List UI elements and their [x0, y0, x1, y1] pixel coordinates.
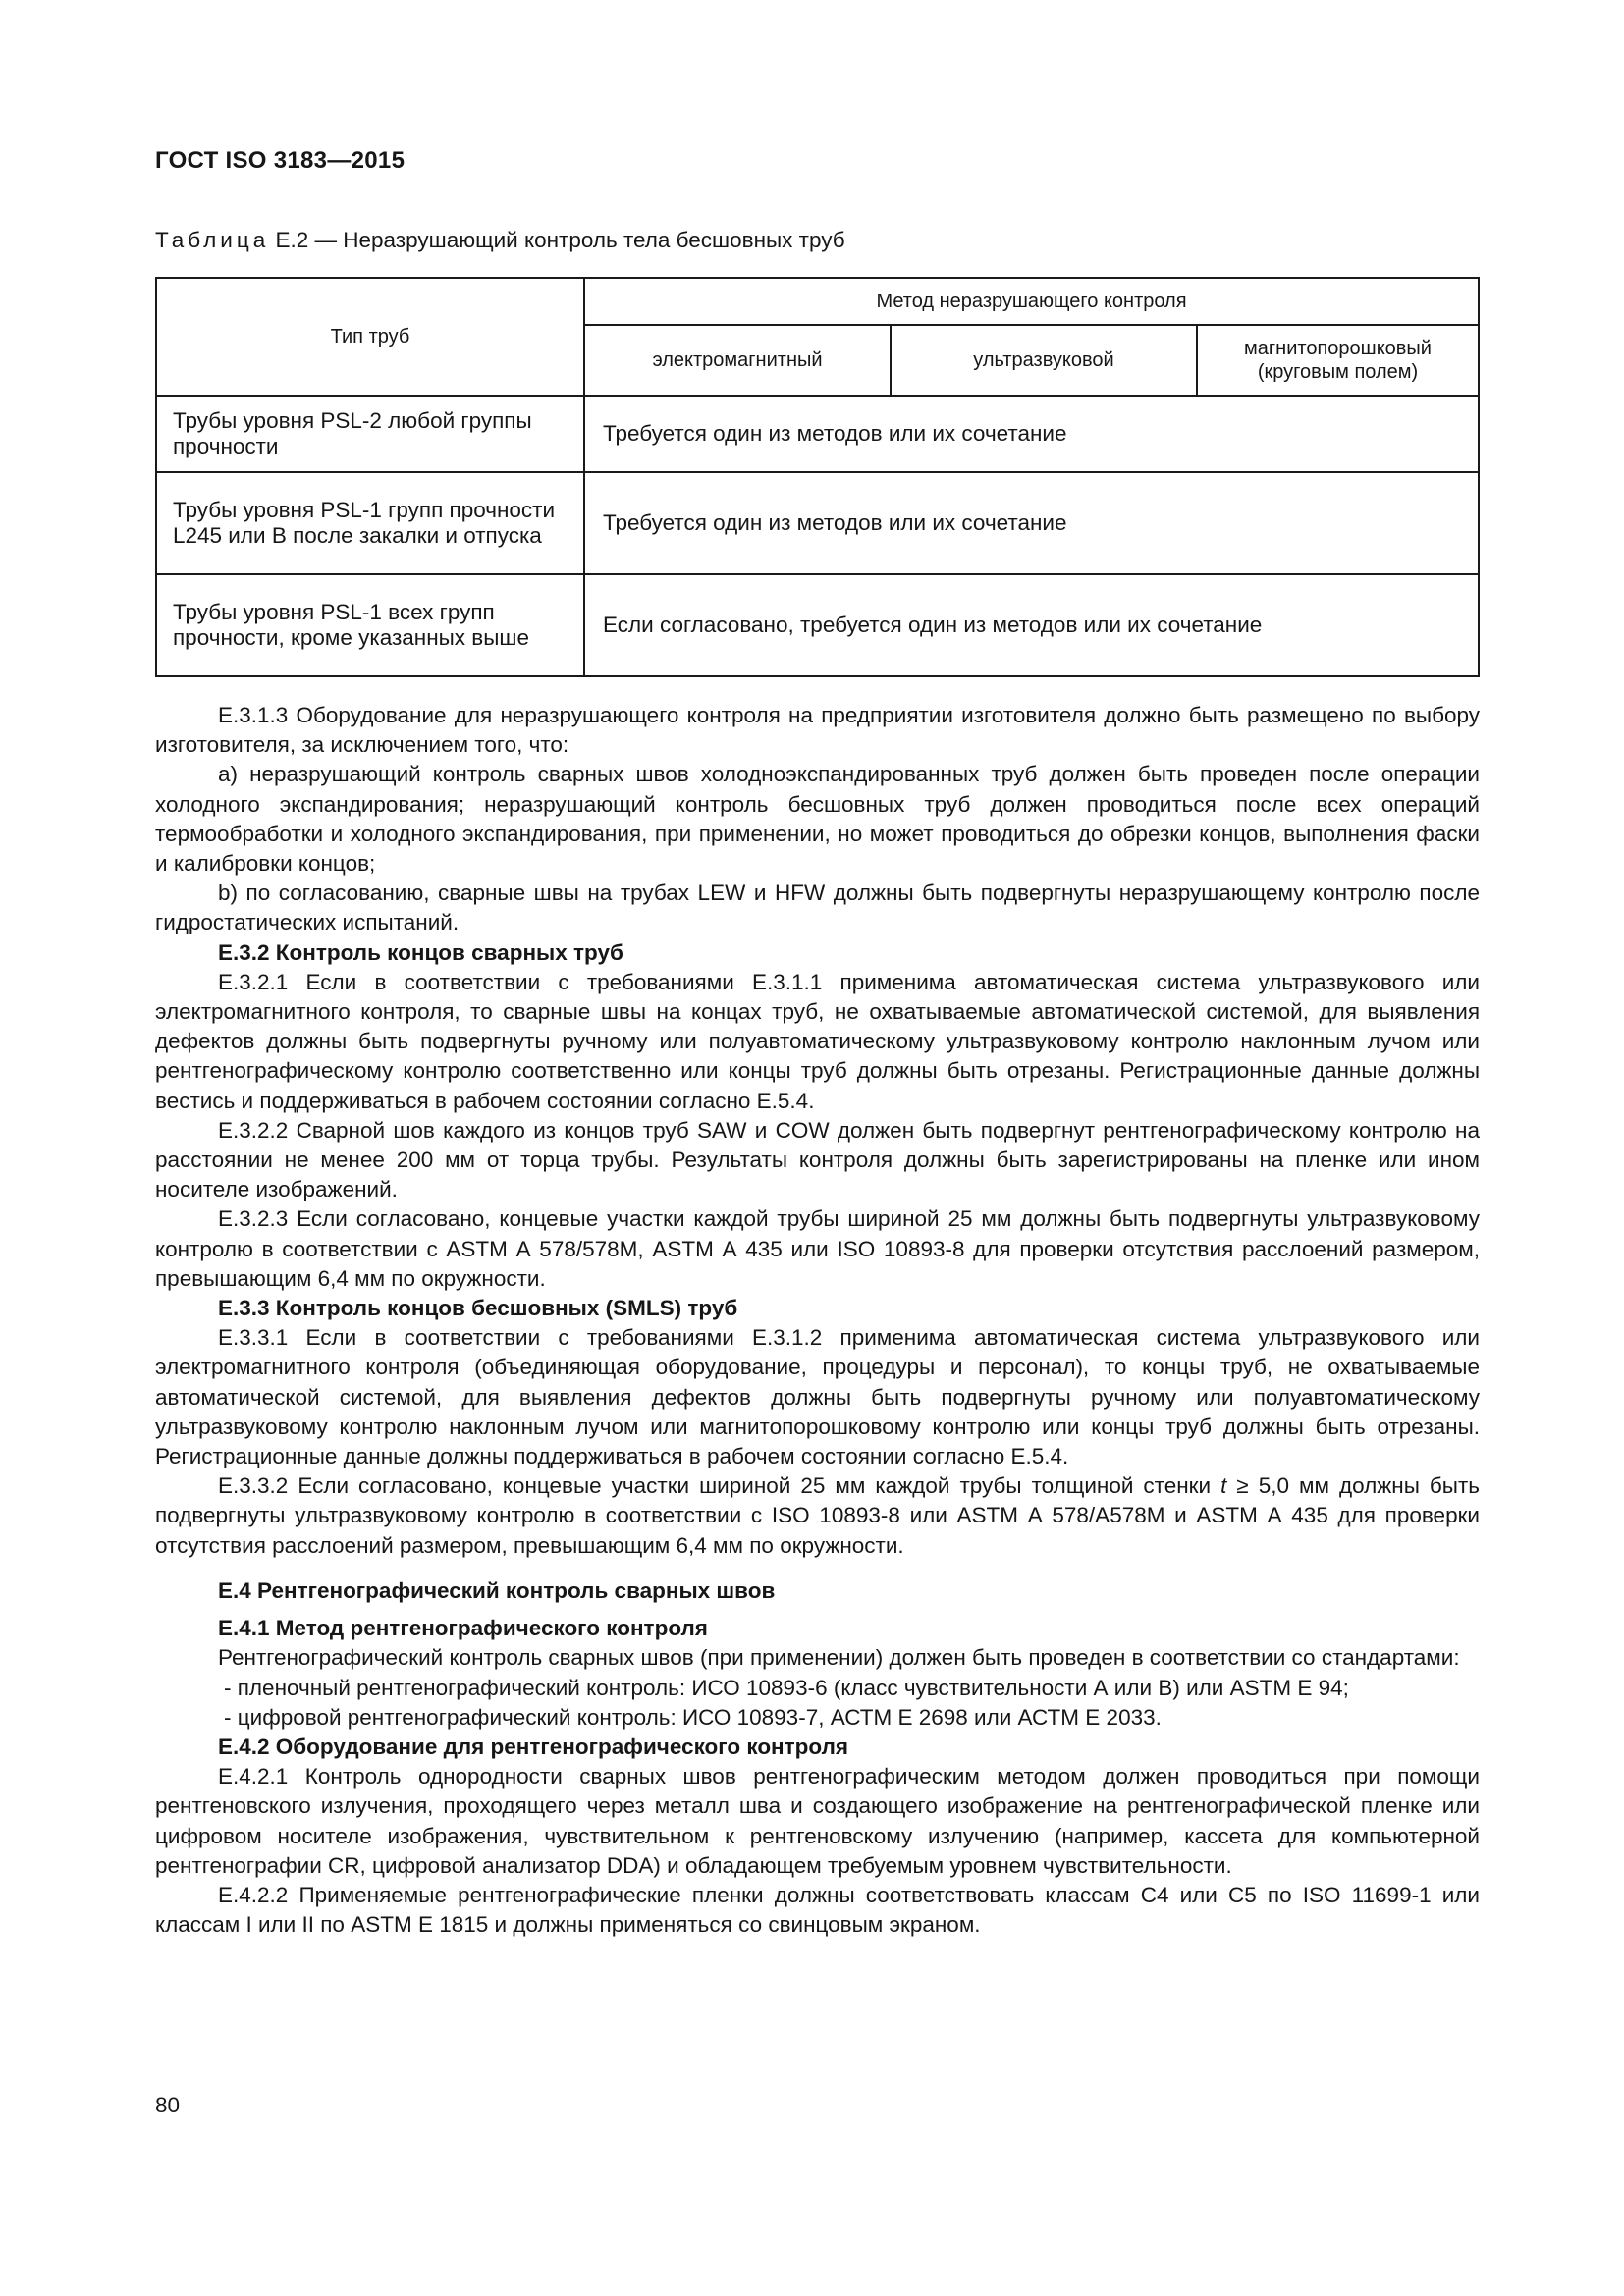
body-text [155, 701, 1480, 1940]
paragraph-e323: Е.3.2.3 Если согласовано, концевые участки каждой трубы шириной 25 мм должны быть подвергнуты ультразвуковому контролю в соответствии с ASTM А 578/578М, ASTM А 435 или ISO 10893-8 для проверки отсутствия расслоений размером, превышающим 6,4 мм по окружности. [155, 1206, 1480, 1291]
paragraph-e322: Е.3.2.2 Сварной шов каждого из концов труб SAW и COW должен быть подвергнут рентгенографическому контролю на расстоянии не менее 200 мм от торца трубы. Результаты контроля должны быть зарегистрированы на пленке или ином носителе изображений. [155, 1117, 1480, 1202]
table-header-type: Тип труб [156, 278, 584, 396]
paragraph-e332-part1: Е.3.3.2 Если согласовано, концевые участки шириной 25 мм каждой трубы толщиной стенки [218, 1473, 1221, 1499]
table-row [156, 396, 1479, 472]
table-header-method-2: ультразвуковой [891, 325, 1197, 396]
list-item-dash-1: - пленочный рентгенографический контроль: ИСО 10893-6 (класс чувствительности А или В) или ASTM Е 94; [224, 1675, 1349, 1700]
table-row [156, 472, 1479, 574]
table-cell-requirement: Если согласовано, требуется один из методов или их сочетание [584, 574, 1479, 676]
table-cell-requirement: Требуется один из методов или их сочетание [584, 396, 1479, 472]
table-header-method: Метод неразрушающего контроля [584, 278, 1479, 325]
table-caption-label: Таблица [155, 228, 270, 252]
table-header-method-3: магнитопорошковый (круговым полем) [1197, 325, 1479, 396]
list-item-b: b) по согласованию, сварные швы на трубах LEW и HFW должны быть подвергнуты неразрушающему контролю после гидростатических испытаний. [155, 881, 1480, 935]
paragraph-e332 [155, 1471, 1480, 1561]
paragraph-e331: Е.3.3.1 Если в соответствии с требованиями Е.3.1.2 применима автоматическая система ультразвукового или электромагнитного контроля (объединяющая оборудование, процедуры и персонал), то концы труб, не охватываемые автоматической системой, для выявления дефектов должны быть подвергнуты ручному или полуавтоматическому ультразвуковому контролю наклонным лучом или магнитопорошковому контролю или концы труб должны быть отрезаны. Регистрационные данные должны поддерживаться в рабочем состоянии согласно Е.5.4. [155, 1325, 1480, 1469]
table-caption [155, 228, 845, 253]
table-cell-requirement: Требуется один из методов или их сочетание [584, 472, 1479, 574]
list-item-dash-2: - цифровой рентгенографический контроль: ИСО 10893-7, АСТМ Е 2698 или АСТМ Е 2033. [224, 1704, 1162, 1730]
heading-e42: Е.4.2 Оборудование для рентгенографического контроля [218, 1734, 849, 1759]
paragraph-e313: Е.3.1.3 Оборудование для неразрушающего контроля на предприятии изготовителя должно быть размещено по выбору изготовителя, за исключением того, что: [155, 703, 1480, 758]
paragraph-e41: Рентгенографический контроль сварных швов (при применении) должен быть проведен в соответствии со стандартами: [218, 1645, 1460, 1671]
document-header: ГОСТ ISO 3183—2015 [155, 147, 406, 174]
table-cell-type: Трубы уровня PSL-1 групп прочности L245 или В после закалки и отпуска [156, 472, 584, 574]
heading-e41: Е.4.1 Метод рентгенографического контроля [218, 1616, 708, 1641]
paragraph-e321: Е.3.2.1 Если в соответствии с требованиями Е.3.1.1 применима автоматическая система ультразвукового или электромагнитного контроля, то сварные швы на концах труб, не охватываемые автоматической системой, для выявления дефектов должны быть подвергнуты ручному или полуавтоматическому ультразвуковому контролю наклонным лучом или рентгенографическому контролю соответственно или концы труб должны быть отрезаны. Регистрационные данные должны вестись и поддерживаться в рабочем состоянии согласно Е.5.4. [155, 969, 1480, 1113]
thickness-variable: t [1220, 1473, 1227, 1499]
table-header-method-1: электромагнитный [584, 325, 891, 396]
paragraph-e332-part2: ≥ 5,0 мм должны быть подвергнуты ультразвуковому контролю в соответствии с ISO 10893-8 или ASTM А 578/А578М и ASTM А 435 для проверки отсутствия расслоений размером, превышающим 6,4 мм по окружности. [155, 1473, 1481, 1558]
page-number: 80 [155, 2093, 181, 2117]
heading-e33: Е.3.3 Контроль концов бесшовных (SMLS) труб [218, 1296, 738, 1321]
paragraph-e421: Е.4.2.1 Контроль однородности сварных швов рентгенографическим методом должен проводиться при помощи рентгеновского излучения, проходящего через металл шва и создающего изображение на рентгенографической пленке или цифровом носителе изображения, чувствительном к рентгеновскому излучению (например, кассета для компьютерной рентгенографии CR, цифровой анализатор DDA) и обладающем требуемым уровнем чувствительности. [155, 1764, 1480, 1878]
table-cell-type: Трубы уровня PSL-2 любой группы прочности [156, 396, 584, 472]
table-cell-type: Трубы уровня PSL-1 всех групп прочности, кроме указанных выше [156, 574, 584, 676]
heading-e4: Е.4 Рентгенографический контроль сварных швов [218, 1577, 776, 1603]
table-row [156, 574, 1479, 676]
paragraph-e422: Е.4.2.2 Применяемые рентгенографические пленки должны соответствовать классам С4 или С5 по ISO 11699-1 или классам I или II по ASTM Е 1815 и должны применяться со свинцовым экраном. [155, 1882, 1480, 1938]
list-item-a: а) неразрушающий контроль сварных швов холодноэкспандированных труб должен быть проведен после операции холодного экспандирования; неразрушающий контроль бесшовных труб должен проводиться после всех операций термообработки и холодного экспандирования, при применении, но может проводиться до обрезки концов, выполнения фаски и калибровки концов; [155, 762, 1480, 877]
ndt-table [155, 277, 1480, 677]
table-caption-text: Е.2 — Неразрушающий контроль тела бесшовных труб [275, 228, 845, 252]
heading-e32: Е.3.2 Контроль концов сварных труб [218, 939, 623, 965]
